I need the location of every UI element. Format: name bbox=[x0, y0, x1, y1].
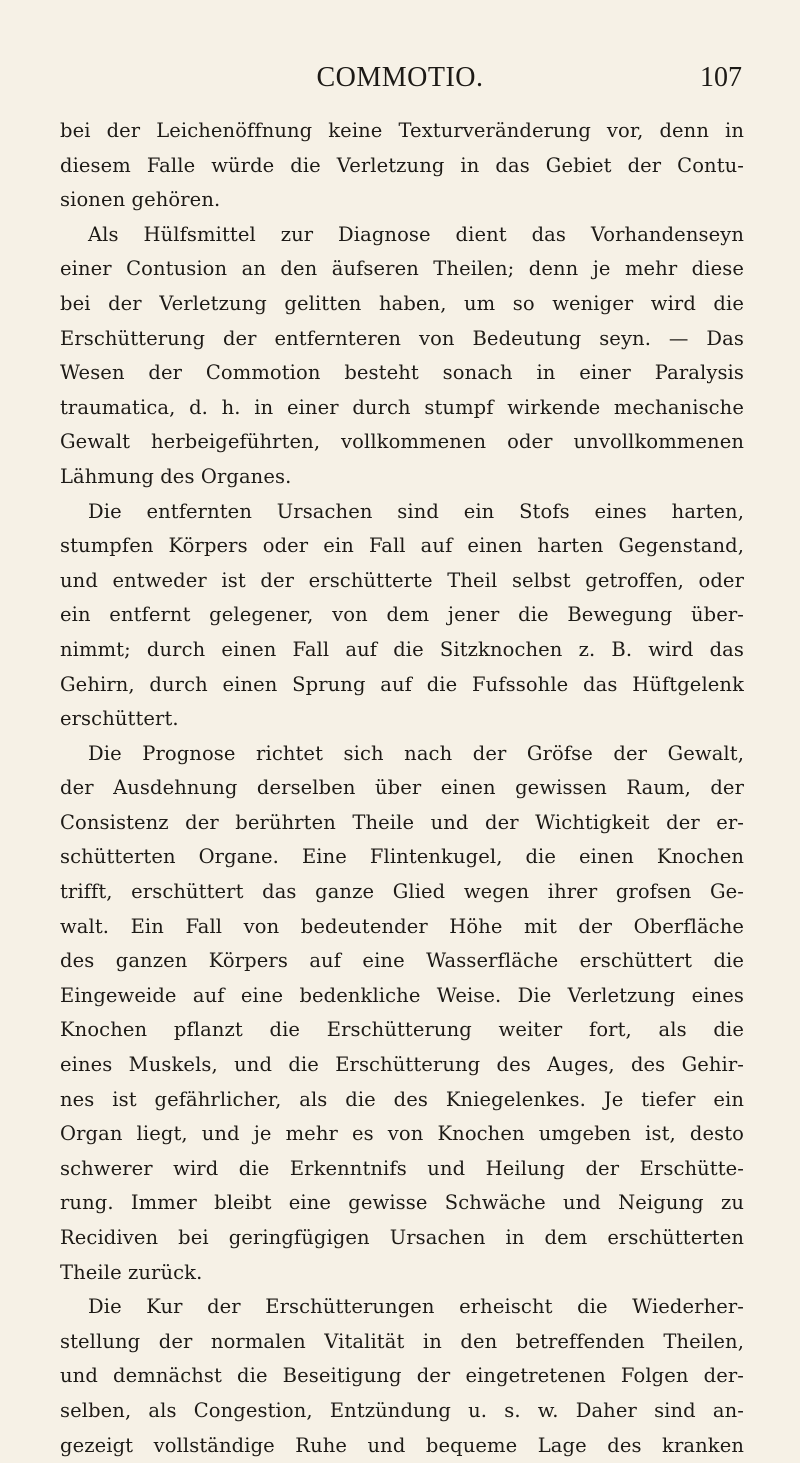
running-title: COMMOTIO. bbox=[316, 62, 484, 93]
text-line: selben, als Congestion, Entzündung u. s. w. Daher sind an- bbox=[60, 1398, 744, 1422]
text-line: stumpfen Körpers oder ein Fall auf einen harten Gegenstand, bbox=[60, 534, 744, 558]
text-line: bei der Leichenöffnung keine Texturveränderung vor, denn in bbox=[60, 119, 744, 142]
text-line: stellung der normalen Vitalität in den betreffenden Theilen, bbox=[60, 1329, 744, 1353]
text-line: und demnächst die Beseitigung der eingetretenen Folgen der- bbox=[60, 1364, 744, 1388]
text-line: Die entfernten Ursachen sind ein Stofs eines harten, bbox=[88, 499, 744, 523]
text-line: Gehirn, durch einen Sprung auf die Fufssohle das Hüftgelenk bbox=[60, 672, 744, 696]
text-line: Recidiven bei geringfügigen Ursachen in dem erschütterten bbox=[60, 1226, 744, 1249]
text-line: Als Hülfsmittel zur Diagnose dient das Vorhandenseyn bbox=[88, 222, 744, 246]
text-line: bei der Verletzung gelitten haben, um so weniger wird die bbox=[60, 291, 744, 315]
text-line: diesem Falle würde die Verletzung in das Gebiet der Contu- bbox=[60, 153, 744, 177]
text-line: einer Contusion an den äufseren Theilen; denn je mehr diese bbox=[60, 257, 744, 281]
text-line: erschüttert. bbox=[60, 707, 179, 731]
text-line: nes ist gefährlicher, als die des Kniegelenkes. Je tiefer ein bbox=[60, 1087, 744, 1111]
page-header bbox=[0, 62, 800, 102]
text-line: Organ liegt, und je mehr es von Knochen umgeben ist, desto bbox=[60, 1122, 744, 1146]
text-line: schütterten Organe. Eine Flintenkugel, die einen Knochen bbox=[60, 845, 744, 869]
text-line: ein entfernt gelegener, von dem jener die Bewegung über- bbox=[60, 603, 744, 627]
text-line: Consistenz der berührten Theile und der Wichtigkeit der er- bbox=[60, 810, 744, 834]
text-line: des ganzen Körpers auf eine Wasserfläche erschüttert die bbox=[60, 949, 744, 973]
text-line: eines Muskels, und die Erschütterung des Auges, des Gehir- bbox=[60, 1053, 744, 1077]
text-line: und entweder ist der erschütterte Theil selbst getroffen, oder bbox=[60, 568, 744, 592]
text-line: Knochen pflanzt die Erschütterung weiter fort, als die bbox=[60, 1018, 744, 1042]
body-text bbox=[60, 114, 744, 1463]
text-line: walt. Ein Fall von bedeutender Höhe mit der Oberfläche bbox=[60, 914, 744, 938]
text-line: sionen gehören. bbox=[60, 188, 221, 212]
text-line: Erschütterung der entfernteren von Bedeutung seyn. — Das bbox=[60, 326, 744, 350]
text-line: Die Prognose richtet sich nach der Gröfse der Gewalt, bbox=[88, 741, 744, 765]
text-line: Eingeweide auf eine bedenkliche Weise. Die Verletzung eines bbox=[60, 983, 744, 1007]
text-line: rung. Immer bleibt eine gewisse Schwäche und Neigung zu bbox=[60, 1191, 744, 1215]
text-line: Theile zurück. bbox=[60, 1260, 203, 1284]
text-line: der Ausdehnung derselben über einen gewissen Raum, der bbox=[60, 776, 744, 800]
text-line: Lähmung des Organes. bbox=[60, 464, 292, 488]
text-line: nimmt; durch einen Fall auf die Sitzknochen z. B. wird das bbox=[60, 637, 744, 661]
text-line: schwerer wird die Erkenntnifs und Heilung der Erschütte- bbox=[60, 1156, 744, 1180]
text-line: Gewalt herbeigeführten, vollkommenen oder unvollkommenen bbox=[60, 430, 744, 454]
text-line: gezeigt vollständige Ruhe und bequeme Lage des kranken bbox=[60, 1433, 744, 1457]
text-line: traumatica, d. h. in einer durch stumpf wirkende mechanische bbox=[60, 395, 744, 419]
text-line: Wesen der Commotion besteht sonach in einer Paralysis bbox=[60, 361, 744, 385]
page-number: 107 bbox=[700, 62, 742, 93]
text-line: trifft, erschüttert das ganze Glied wegen ihrer grofsen Ge- bbox=[60, 880, 744, 904]
text-line: Die Kur der Erschütterungen erheischt die Wiederher- bbox=[88, 1295, 744, 1319]
